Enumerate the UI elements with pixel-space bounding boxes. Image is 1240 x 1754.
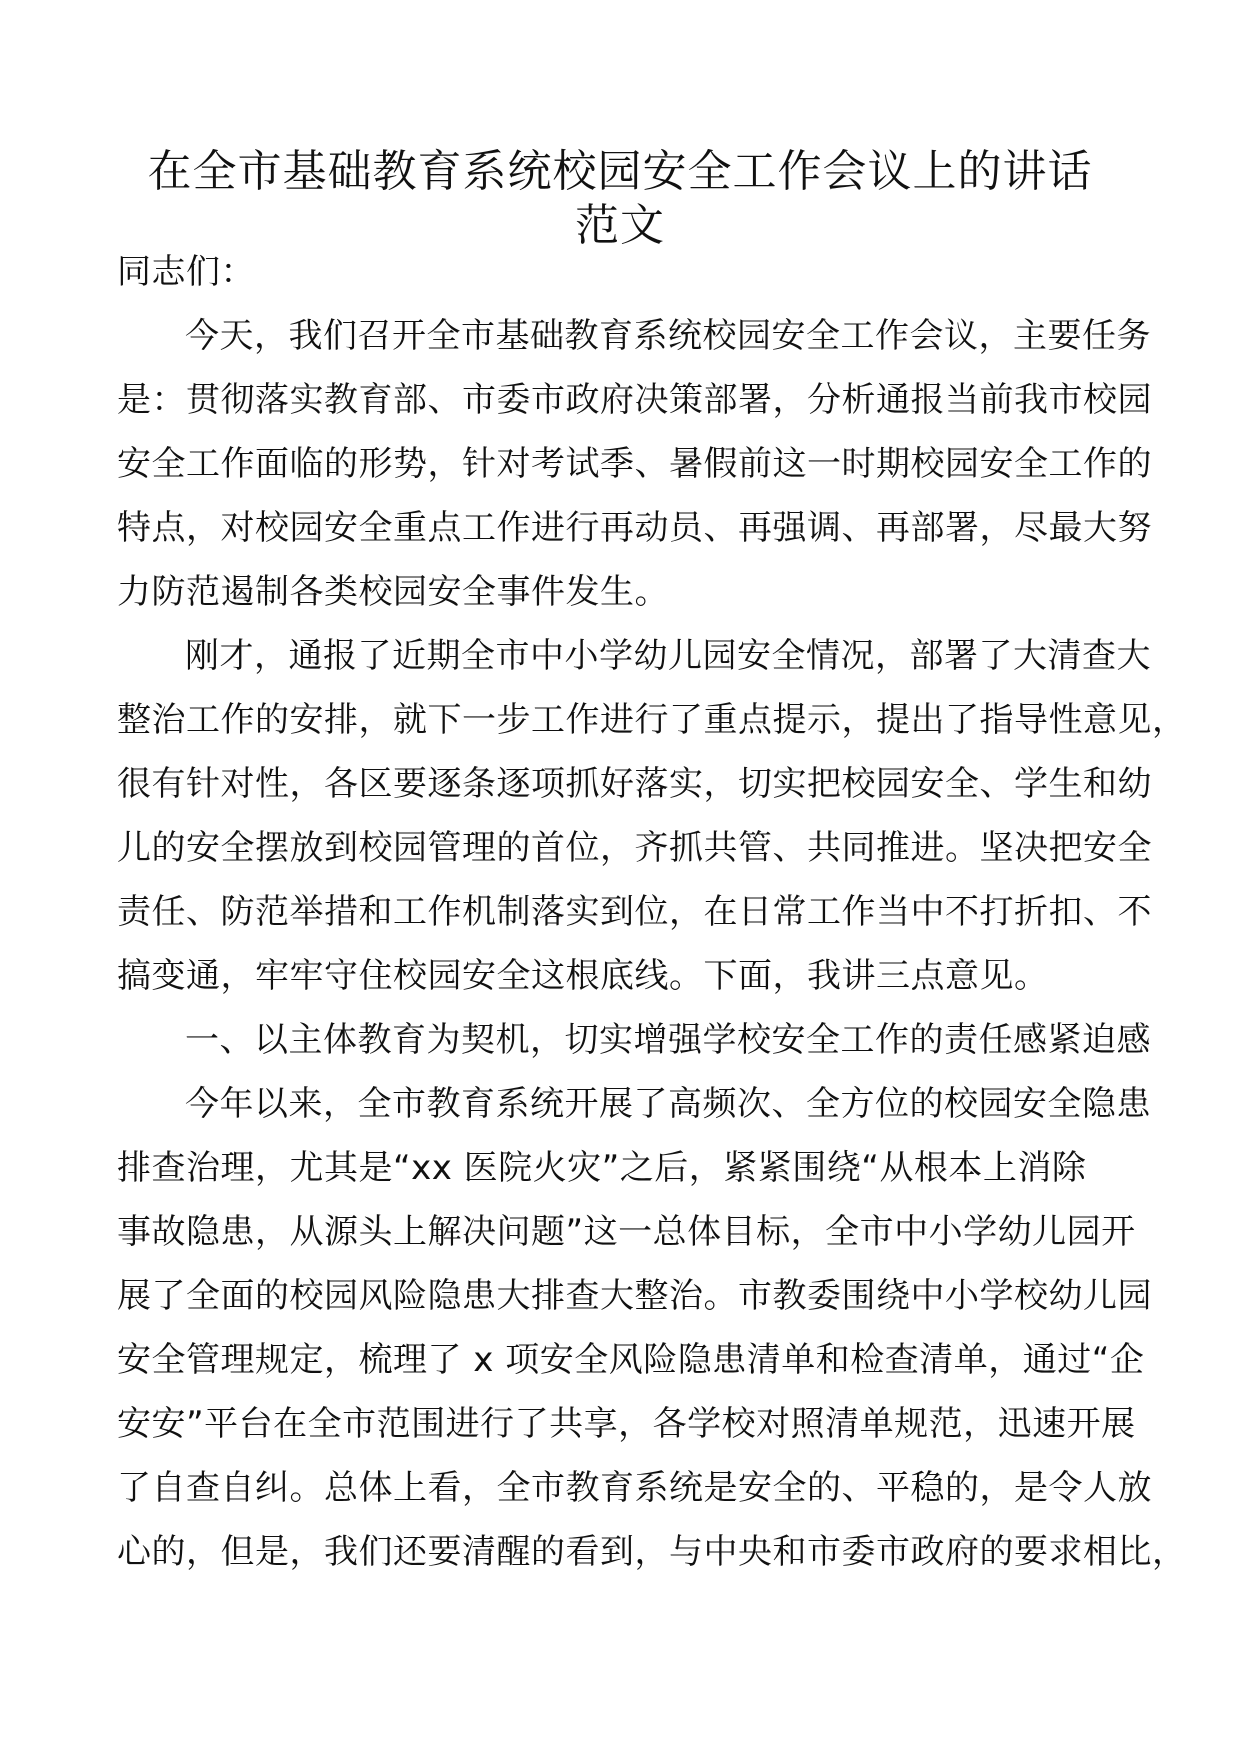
paragraph-3-line-1: 今年以来，全市教育系统开展了高频次、全方位的校园安全隐患 — [185, 1084, 1151, 1124]
paragraph-1-line-4: 特点，对校园安全重点工作进行再动员、再强调、再部署，尽最大努 — [117, 508, 1152, 548]
paragraph-2-line-1: 刚才，通报了近期全市中小学幼儿园安全情况，部署了大清查大 — [185, 636, 1151, 676]
paragraph-3-line-5: 安全管理规定，梳理了 x 项安全风险隐患清单和检查清单，通过“企 — [117, 1340, 1145, 1380]
paragraph-3-line-8: 心的，但是，我们还要清醒的看到，与中央和市委市政府的要求相比， — [117, 1532, 1187, 1572]
title-line-2: 范文 — [575, 200, 665, 251]
document-title — [0, 145, 1240, 253]
section-heading-1: 一、以主体教育为契机，切实增强学校安全工作的责任感紧迫感 — [185, 1020, 1151, 1060]
paragraph-1-line-2: 是：贯彻落实教育部、市委市政府决策部署，分析通报当前我市校园 — [117, 380, 1152, 420]
paragraph-1-line-5: 力防范遏制各类校园安全事件发生。 — [117, 572, 669, 612]
salutation: 同志们： — [117, 252, 255, 292]
document-body — [117, 240, 1187, 1584]
paragraph-2-line-6: 搞变通，牢牢守住校园安全这根底线。下面，我讲三点意见。 — [117, 956, 1049, 996]
paragraph-2-line-3: 很有针对性，各区要逐条逐项抓好落实，切实把校园安全、学生和幼 — [117, 764, 1152, 804]
paragraph-3-line-7: 了自查自纠。总体上看，全市教育系统是安全的、平稳的，是令人放 — [117, 1468, 1152, 1508]
paragraph-3-line-2: 排查治理，尤其是“xx 医院火灾”之后，紧紧围绕“从根本上消除 — [117, 1148, 1087, 1188]
paragraph-1-line-3: 安全工作面临的形势，针对考试季、暑假前这一时期校园安全工作的 — [117, 444, 1152, 484]
paragraph-2-line-2: 整治工作的安排，就下一步工作进行了重点提示，提出了指导性意见， — [117, 700, 1187, 740]
paragraph-2-line-5: 责任、防范举措和工作机制落实到位，在日常工作当中不打折扣、不 — [117, 892, 1152, 932]
paragraph-3-line-3: 事故隐患，从源头上解决问题”这一总体目标，全市中小学幼儿园开 — [117, 1212, 1136, 1252]
title-line-1: 在全市基础教育系统校园安全工作会议上的讲话 — [147, 146, 1093, 197]
paragraph-2-line-4: 儿的安全摆放到校园管理的首位，齐抓共管、共同推进。坚决把安全 — [117, 828, 1152, 868]
paragraph-1-line-1: 今天，我们召开全市基础教育系统校园安全工作会议，主要任务 — [185, 316, 1151, 356]
paragraph-3-line-4: 展了全面的校园风险隐患大排查大整治。市教委围绕中小学校幼儿园 — [117, 1276, 1152, 1316]
paragraph-3-line-6: 安安”平台在全市范围进行了共享，各学校对照清单规范，迅速开展 — [117, 1404, 1136, 1444]
